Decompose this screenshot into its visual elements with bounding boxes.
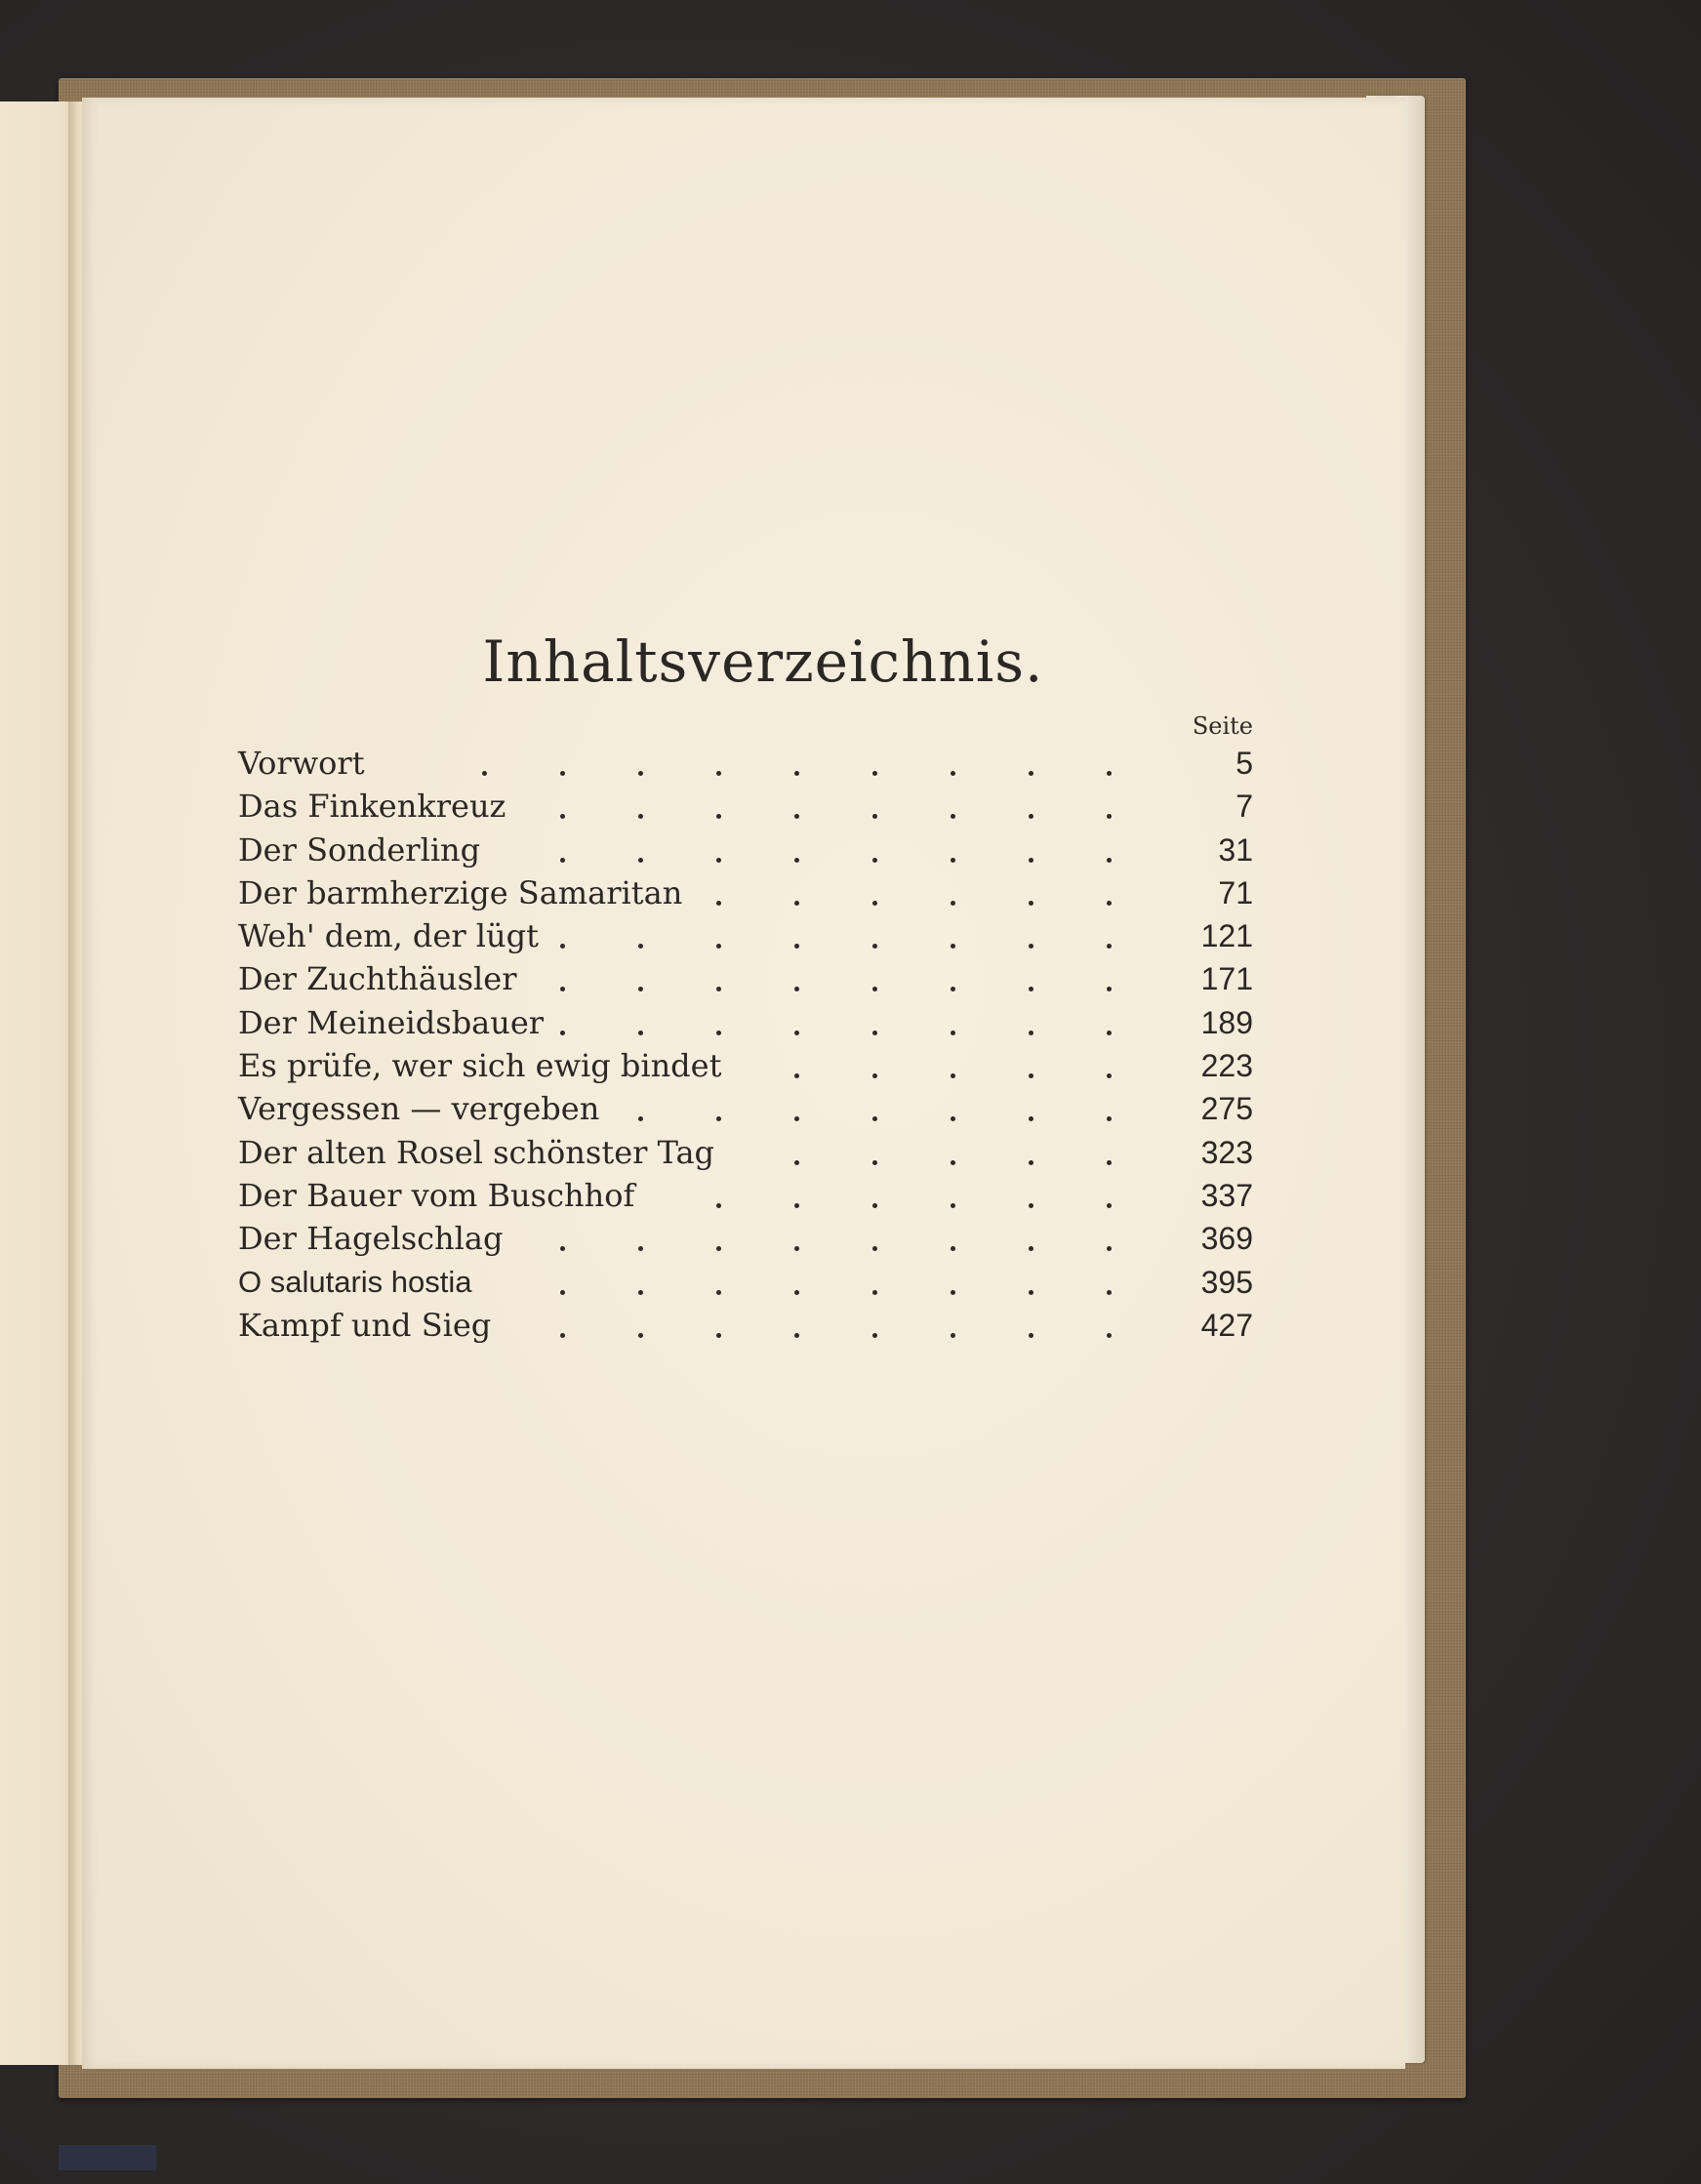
left-page xyxy=(0,101,78,2065)
leader-dot xyxy=(794,901,799,906)
leader-dot xyxy=(638,944,643,949)
leader-dot xyxy=(872,1333,877,1338)
leader-dot xyxy=(951,858,955,863)
leader-dot xyxy=(638,771,643,776)
leader-dot xyxy=(716,901,721,906)
leader-dot xyxy=(951,1203,955,1208)
toc-entry xyxy=(238,785,1253,828)
leader-dot xyxy=(1029,944,1033,949)
page-column-header: Seite xyxy=(1192,712,1253,740)
leader-dot xyxy=(872,1031,877,1035)
toc-entry-page-number: 31 xyxy=(1218,831,1253,868)
toc-entry xyxy=(238,742,1253,785)
leader-dot xyxy=(638,1031,643,1035)
leader-dot xyxy=(872,944,877,949)
toc-entry xyxy=(238,1131,1253,1174)
leader-dot xyxy=(716,1290,721,1295)
leader-dot xyxy=(951,814,955,819)
toc-entry-page-number: 223 xyxy=(1200,1048,1253,1084)
toc-entry-title: Vergessen — vergeben xyxy=(238,1090,600,1128)
toc-entry-title: Weh' dem, der lügt xyxy=(238,917,539,955)
leader-dot xyxy=(1029,1203,1033,1208)
toc-entry xyxy=(238,1001,1253,1044)
leader-dot xyxy=(1107,858,1112,863)
leader-dot xyxy=(1029,771,1033,776)
contents-page xyxy=(82,98,1405,2069)
leader-dot xyxy=(1107,901,1112,906)
leader-dot xyxy=(1029,1073,1033,1078)
table-of-contents xyxy=(238,742,1253,1347)
leader-dot xyxy=(716,814,721,819)
leader-dot xyxy=(794,1290,799,1295)
toc-entry-page-number: 5 xyxy=(1235,746,1253,781)
leader-dot xyxy=(794,1246,799,1251)
leader-dot xyxy=(638,1116,643,1121)
leader-dot xyxy=(1029,1160,1033,1165)
toc-entry-title: Kampf und Sieg xyxy=(238,1306,492,1344)
toc-entry-page-number: 323 xyxy=(1200,1134,1253,1170)
toc-entry xyxy=(238,1174,1253,1217)
leader-dot xyxy=(560,1031,565,1035)
toc-entry-page-number: 427 xyxy=(1200,1307,1253,1343)
toc-entry xyxy=(238,957,1253,1000)
leader-dot xyxy=(1107,1073,1112,1078)
leader-dot xyxy=(716,944,721,949)
leader-dot xyxy=(794,944,799,949)
leader-dot xyxy=(560,944,565,949)
leader-dot xyxy=(638,1246,643,1251)
leader-dot xyxy=(1107,1290,1112,1295)
toc-entry-title: Der Hagelschlag xyxy=(238,1220,504,1258)
leader-dot xyxy=(716,1333,721,1338)
leader-dot xyxy=(951,771,955,776)
toc-entry-page-number: 121 xyxy=(1200,918,1253,954)
leader-dot xyxy=(716,1031,721,1035)
toc-entry-page-number: 171 xyxy=(1200,961,1253,997)
toc-entry xyxy=(238,1044,1253,1087)
leader-dot xyxy=(951,1031,955,1035)
leader-dot xyxy=(1107,944,1112,949)
toc-entry-page-number: 369 xyxy=(1200,1221,1253,1257)
leader-dot xyxy=(872,771,877,776)
toc-entry-title: Der Meineidsbauer xyxy=(238,1003,545,1041)
leader-dot xyxy=(872,987,877,991)
toc-entry-title: Der alten Rosel schönster Tag xyxy=(238,1133,715,1171)
leader-dot xyxy=(951,901,955,906)
leader-dot xyxy=(716,987,721,991)
dot-leader xyxy=(238,742,1155,785)
leader-dot xyxy=(951,987,955,991)
leader-dot xyxy=(560,1333,565,1338)
leader-dot xyxy=(794,987,799,991)
leader-dot xyxy=(1107,1246,1112,1251)
toc-entry-title: Vorwort xyxy=(238,745,365,782)
toc-entry-title: Der barmherzige Samaritan xyxy=(238,873,683,911)
leader-dot xyxy=(1107,987,1112,991)
leader-dot xyxy=(951,1116,955,1121)
leader-dot xyxy=(794,1031,799,1035)
leader-dot xyxy=(872,1203,877,1208)
toc-entry-page-number: 71 xyxy=(1218,874,1253,910)
leader-dot xyxy=(872,858,877,863)
toc-entry xyxy=(238,829,1253,871)
leader-dot xyxy=(716,858,721,863)
leader-dot xyxy=(1029,901,1033,906)
leader-dot xyxy=(872,1290,877,1295)
toc-entry-page-number: 395 xyxy=(1200,1264,1253,1300)
toc-entry xyxy=(238,1261,1253,1304)
leader-dot xyxy=(872,814,877,819)
leader-dot xyxy=(638,858,643,863)
leader-dot xyxy=(1029,1116,1033,1121)
leader-dot xyxy=(482,771,487,776)
leader-dot xyxy=(872,901,877,906)
toc-entry xyxy=(238,871,1253,914)
leader-dot xyxy=(1029,858,1033,863)
toc-entry-page-number: 337 xyxy=(1200,1177,1253,1213)
leader-dot xyxy=(794,858,799,863)
leader-dot xyxy=(951,1290,955,1295)
leader-dot xyxy=(1107,1116,1112,1121)
leader-dot xyxy=(951,1246,955,1251)
toc-entry xyxy=(238,1304,1253,1347)
leader-dot xyxy=(716,1246,721,1251)
leader-dot xyxy=(872,1116,877,1121)
leader-dot xyxy=(560,814,565,819)
leader-dot xyxy=(716,771,721,776)
leader-dot xyxy=(716,1203,721,1208)
leader-dot xyxy=(1107,814,1112,819)
leader-dot xyxy=(1029,1290,1033,1295)
leader-dot xyxy=(872,1246,877,1251)
toc-entry-page-number: 275 xyxy=(1200,1091,1253,1127)
leader-dot xyxy=(951,1333,955,1338)
leader-dot xyxy=(951,1160,955,1165)
leader-dot xyxy=(794,814,799,819)
toc-entry xyxy=(238,914,1253,957)
leader-dot xyxy=(1107,771,1112,776)
leader-dot xyxy=(794,1160,799,1165)
toc-entry-title: Es prüfe, wer sich ewig bindet xyxy=(238,1047,722,1085)
leader-dot xyxy=(1107,1160,1112,1165)
leader-dot xyxy=(872,1160,877,1165)
leader-dot xyxy=(794,1203,799,1208)
leader-dot xyxy=(638,814,643,819)
leader-dot xyxy=(560,858,565,863)
leader-dot xyxy=(716,1116,721,1121)
toc-entry-title: Das Finkenkreuz xyxy=(238,788,506,826)
leader-dot xyxy=(794,1333,799,1338)
toc-entry-title: Der Sonderling xyxy=(238,830,481,869)
leader-dot xyxy=(638,1333,643,1338)
leader-dot xyxy=(1107,1031,1112,1035)
leader-dot xyxy=(1029,1031,1033,1035)
toc-entry xyxy=(238,1087,1253,1130)
toc-entry-page-number: 7 xyxy=(1235,789,1253,825)
toc-entry-title: Der Bauer vom Buschhof xyxy=(238,1176,635,1214)
page-title: Inhaltsverzeichnis. xyxy=(482,628,1044,695)
leader-dot xyxy=(560,1246,565,1251)
leader-dot xyxy=(794,771,799,776)
leader-dot xyxy=(1107,1203,1112,1208)
leader-dot xyxy=(1029,1333,1033,1338)
toc-entry-title: O salutaris hostia xyxy=(238,1264,472,1299)
toc-entry-page-number: 189 xyxy=(1200,1004,1253,1040)
leader-dot xyxy=(1029,987,1033,991)
leader-dot xyxy=(560,771,565,776)
leader-dot xyxy=(638,987,643,991)
toc-entry-title: Der Zuchthäusler xyxy=(238,960,517,998)
leader-dot xyxy=(951,1073,955,1078)
leader-dot xyxy=(951,944,955,949)
toc-entry xyxy=(238,1217,1253,1260)
leader-dot xyxy=(794,1073,799,1078)
leader-dot xyxy=(1029,1246,1033,1251)
leader-dot xyxy=(872,1073,877,1078)
leader-dot xyxy=(1107,1333,1112,1338)
leader-dot xyxy=(560,1290,565,1295)
leader-dot xyxy=(794,1116,799,1121)
leader-dot xyxy=(560,987,565,991)
leader-dot xyxy=(1029,814,1033,819)
leader-dot xyxy=(638,1290,643,1295)
spine-binding-bottom xyxy=(59,2145,156,2170)
